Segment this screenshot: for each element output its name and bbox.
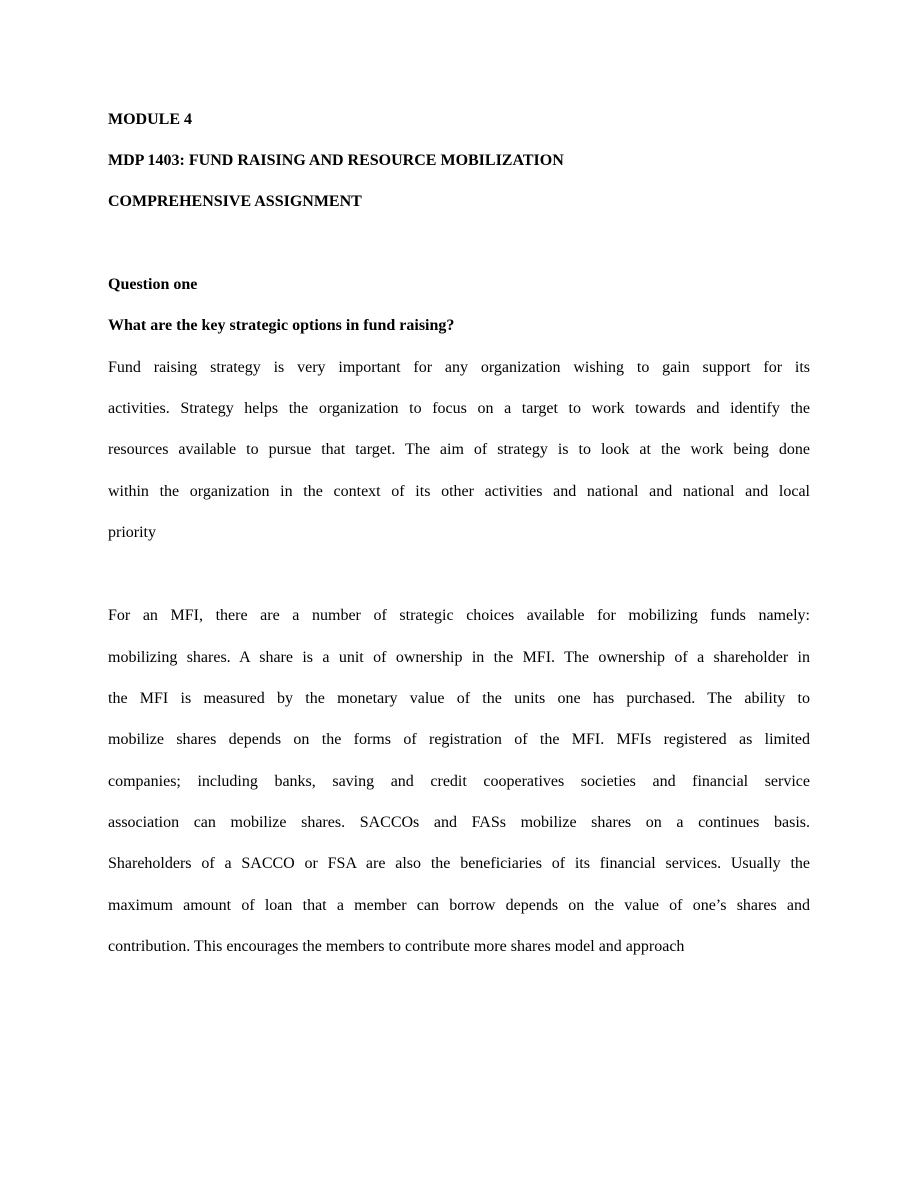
paragraph-line: priority	[108, 524, 156, 541]
paragraph-line: contribution. This encourages the members to contribute more shares model and approach	[108, 938, 685, 955]
paragraph-line: resources available to pursue that target. The aim of strategy is to look at the work being done	[108, 441, 810, 458]
paragraph-line: companies; including banks, saving and credit cooperatives societies and financial service	[108, 773, 810, 790]
paragraph-line: within the organization in the context of its other activities and national and national and local	[108, 483, 810, 500]
paragraph-line: the MFI is measured by the monetary value of the units one has purchased. The ability to	[108, 690, 810, 707]
paragraph-line: mobilize shares depends on the forms of registration of the MFI. MFIs registered as limited	[108, 731, 810, 748]
question-prompt: What are the key strategic options in fund raising?	[108, 317, 455, 334]
paragraph-line: For an MFI, there are a number of strategic choices available for mobilizing funds namely:	[108, 607, 810, 624]
paragraph-line: maximum amount of loan that a member can borrow depends on the value of one’s shares and	[108, 897, 810, 914]
paragraph-line: Shareholders of a SACCO or FSA are also the beneficiaries of its financial services. Usually the	[108, 855, 810, 872]
paragraph-line: mobilizing shares. A share is a unit of ownership in the MFI. The ownership of a shareholder in	[108, 649, 810, 666]
course-title: MDP 1403: FUND RAISING AND RESOURCE MOBILIZATION	[108, 152, 564, 169]
assignment-title: COMPREHENSIVE ASSIGNMENT	[108, 193, 362, 210]
paragraph-line: association can mobilize shares. SACCOs and FASs mobilize shares on a continues basis.	[108, 814, 810, 831]
module-heading: MODULE 4	[108, 111, 192, 128]
paragraph-line: activities. Strategy helps the organization to focus on a target to work towards and identify the	[108, 400, 810, 417]
question-label: Question one	[108, 276, 198, 293]
paragraph-line: Fund raising strategy is very important for any organization wishing to gain support for its	[108, 359, 810, 376]
